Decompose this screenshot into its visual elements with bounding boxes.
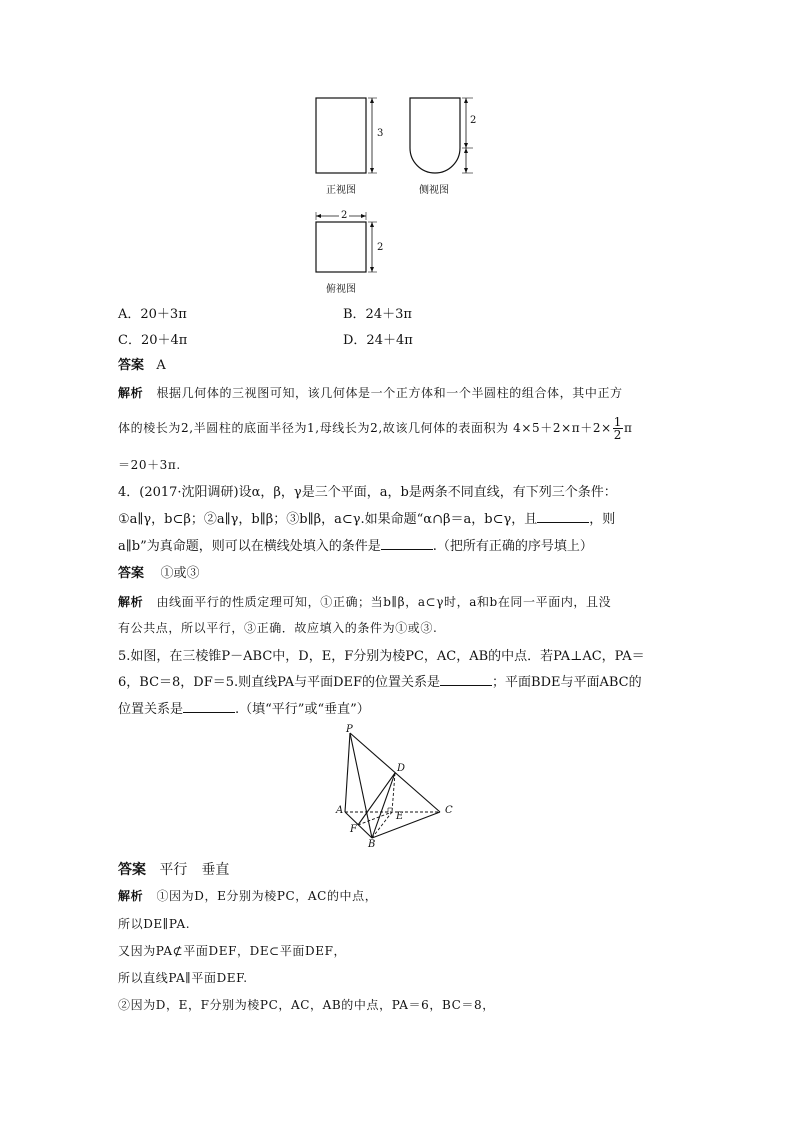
answer-label: 答案 [118,862,146,878]
point-label-f: F [350,824,357,835]
q4-answer [118,564,200,584]
top-view-caption: 俯视图 [326,284,356,295]
point-label-b: B [368,839,376,850]
pyramid-figure [0,725,794,855]
q5-analysis-line5: ②因为D，E，F分别为棱PC，AC，AB的中点，PA＝6，BC＝8， [118,998,495,1012]
analysis-label: 解析 [118,386,144,400]
q5-blank-1 [440,673,492,686]
answer-label: 答案 [118,358,145,373]
side-view-caption: 侧视图 [419,185,449,196]
q4-blank-2 [381,537,433,550]
front-view-caption: 正视图 [326,185,356,196]
top-view-width-dim: 2 [341,210,348,221]
answer-value: 平行 垂直 [159,862,230,878]
q4-blank-1 [537,510,589,523]
q4-analysis-line1: 解析 由线面平行的性质定理可知，①正确；当b∥β，a⊂γ时，a和b在同一平面内，且没 [118,595,612,609]
point-label-a: A [336,805,344,816]
point-label-p: P [346,724,353,735]
q5-line2: 6，BC＝8，DF＝5.则直线PA与平面DEF的位置关系是 ；平面BDE与平面ABC的 [118,675,642,690]
point-label-e: E [396,811,404,822]
q5-analysis-line4: 所以直线PA∥平面DEF. [118,971,248,985]
q3-analysis-line1: 解析 根据几何体的三视图可知，该几何体是一个正方体和一个半圆柱的组合体，其中正方 [118,386,623,400]
q4-line3: a∥b”为真命题，则可以在横线处填入的条件是 .（把所有正确的序号填上） [118,539,593,554]
analysis-label: 解析 [118,595,144,609]
side-view-shape [410,98,460,173]
front-view-dim: 3 [377,128,384,139]
option-c: C．20＋4π [118,333,188,348]
q3-analysis-line3: ＝20＋3π. [118,458,181,472]
q5-analysis-line3: 又因为PA⊄平面DEF，DE⊂平面DEF， [118,944,347,958]
q4-line1: 4．(2017·沈阳调研)设α，β，γ是三个平面，a，b是两条不同直线，有下列三个条件： [118,485,617,500]
option-a: A．20＋3π [118,307,187,322]
analysis-label: 解析 [118,889,144,903]
q3-analysis-line2: 体的棱长为2,半圆柱的底面半径为1,母线长为2,故该几何体的表面积为 4×5＋2×π＋2× $\frac{1}{2}$ π [118,415,633,442]
top-view-height-dim: 2 [377,242,384,253]
q5-answer [118,860,229,880]
q5-analysis-line2: 所以DE∥PA. [118,917,191,931]
top-view-rect [316,222,366,272]
q5-line3: 位置关系是 .（填“平行”或“垂直”） [118,702,370,717]
q5-blank-2 [183,700,235,713]
q4-line2: ①a∥γ，b⊂β；②a∥γ，b∥β；③b∥β，a⊂γ.如果命题“α∩β＝a，b⊂γ，且 ，则 [118,512,616,527]
fraction-one-half: $\frac{1}{2}$ [613,415,623,442]
side-view-dim: 2 [470,115,477,126]
q4-analysis-line2: 有公共点，所以平行，③正确．故应填入的条件为①或③. [118,621,438,635]
q3-answer [118,356,166,376]
option-b: B．24＋3π [343,307,412,322]
answer-value: ①或③ [160,566,200,581]
q5-line1: 5.如图，在三棱锥P－ABC中，D，E，F分别为棱PC，AC，AB的中点．若PA⊥AC，PA＝ [118,649,645,664]
option-d: D．24＋4π [343,333,413,348]
answer-value: A [156,358,166,373]
point-label-c: C [445,805,453,816]
point-label-d: D [397,763,406,774]
answer-label: 答案 [118,566,145,581]
q5-analysis-line1: 解析 ①因为D，E分别为棱PC，AC的中点， [118,889,378,903]
front-view-rect [316,98,366,173]
